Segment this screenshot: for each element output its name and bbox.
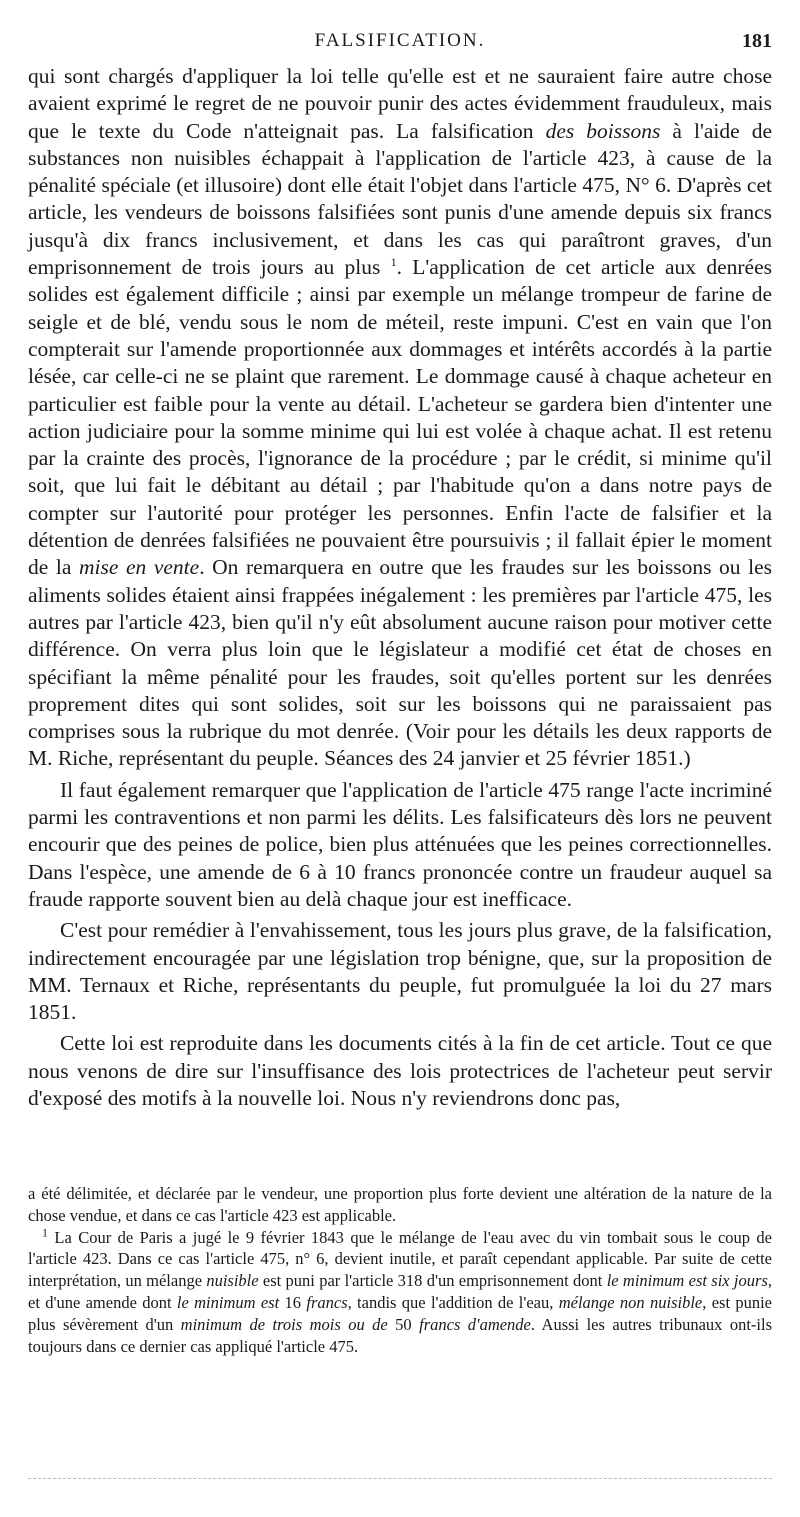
text-run: qui sont chargés d'appliquer la loi telle qu'elle est et ne sauraient faire autre chose avaient exprimé le regret de ne pouvoir punir des actes évidemment frauduleux, mais que le texte du Code n'atteignait pas. La falsification [28, 64, 772, 143]
italic-run: francs [306, 1292, 348, 1312]
paragraph: C'est pour remédier à l'envahissement, tous les jours plus grave, de la falsification, indirectement encouragée par une législation trop bénigne, que, sur la proposition de MM. Ternaux et Riche, représentants du peuple, fut promulguée la loi du 27 mars 1851. [28, 918, 772, 1025]
italic-run: francs d'amende [419, 1314, 531, 1334]
italic-run: nuisible [206, 1271, 259, 1291]
text-run: 50 [387, 1314, 420, 1334]
text-run: est puni par l'article 318 d'un emprisonnement dont [258, 1271, 607, 1291]
italic-run: mélange non nuisible [558, 1292, 703, 1312]
page-number: 181 [742, 30, 772, 52]
text-run: , tandis que l'addition de l'eau, [347, 1292, 559, 1312]
text-run: La Cour de Paris a jugé le 9 février 1843 que le mélange de l'eau avec du vin tombait sous le coup de l'article 423. Dans ce cas l'article 475, n° 6, devient inutile, et paraît cependant applicable. Par suite de cette interprétation, un mélange [28, 1227, 772, 1291]
paragraph-continuation [28, 63, 772, 773]
text-run: . L'application de cet article aux denrées solides est également difficile ; ainsi par exemple un mélange trompeur de farine de seigle et de blé, vendu sous le nom de méteil, reste impuni. C'est en vain que l'on compterait sur l'amende proportionnée aux dommages et intérêts accordés à la partie lésée, car celle-ci ne se plaint que rarement. Le dommage causé à chaque acheteur en particulier est faible pour la vente au détail. L'acheteur se gardera bien d'intenter une action judiciaire pour la somme minime qui lui est volée à chaque achat. Il est retenu par la crainte des procès, l'ignorance de la procédure ; par le crédit, si minime qu'il soit, que lui fait le débitant au détail ; par l'habitude qu'on a dans notre pays de compter sur l'autorité pour protéger les personnes. Enfin l'acte de falsifier et la détention de denrées falsifiées ne pouvaient être poursuivis ; il fallait épier le moment de la [28, 255, 772, 580]
italic-run: le minimum est [176, 1292, 280, 1312]
text-run: à l'aide de substances non nuisibles échappait à l'application de l'article 423, à cause de la pénalité spéciale (et illusoire) dont elle était l'objet dans l'article 475, N° 6. D'après cet article, les vendeurs de boissons falsifiées sont punis d'une amende depuis six francs jusqu'à dix francs inclusivement, et dans les cas qui paraîtront graves, d'un emprisonnement de trois jours au plus [28, 118, 772, 280]
text-run: 16 [279, 1292, 307, 1312]
text-run: . Aussi les autres tribunaux ont-ils toujours dans ce dernier cas appliqué l'article 475. [28, 1314, 773, 1356]
page-bottom-rule [28, 1478, 772, 1479]
italic-run: des boissons [545, 118, 661, 143]
footnote-reference: 1 [390, 254, 397, 269]
text-run: , et d'une amende dont [28, 1271, 772, 1312]
footnotes [28, 1183, 772, 1357]
text-run: , est punie plus sévèrement d'un [28, 1292, 773, 1334]
running-title: FALSIFICATION. [314, 30, 486, 51]
paragraph: Cette loi est reproduite dans les documents cités à la fin de cet article. Tout ce que nous venons de dire sur l'insuffisance des lois protectrices de l'acheteur peut servir d'exposé des motifs à la nouvelle loi. Nous n'y reviendrons donc pas, [28, 1031, 772, 1110]
text-run: . On remarquera en outre que les fraudes sur les boissons ou les aliments solides étaient ainsi frappées inégalement : les premières par l'article 475, les autres par l'article 423, bien qu'il n'y eût absolument aucune raison pour motiver cette différence. On verra plus loin que le législateur a modifié cet état de choses en spécifiant la même pénalité pour les fraudes, soit qu'elles portent sur les denrées proprement dites qui sont solides, soit sur les boissons qui ne paraissaient pas comprises sous la rubrique du mot denrée. (Voir pour les détails les deux rapports de M. Riche, représentant du peuple. Séances des 24 janvier et 25 février 1851.) [28, 555, 772, 771]
running-header [28, 30, 772, 56]
footnote-1 [28, 1227, 772, 1358]
paragraph: Il faut également remarquer que l'application de l'article 475 range l'acte incriminé parmi les contraventions et non parmi les délits. Les falsificateurs dès lors ne peuvent encourir que des peines de police, bien plus atténuées que les peines correctionnelles. Dans l'espèce, une amende de 6 à 10 francs prononcée contre un fraudeur auquel sa fraude rapporte souvent bien au delà chaque jour est inefficace. [28, 777, 772, 911]
italic-run: minimum de trois mois ou de [180, 1314, 388, 1334]
footnote-marker: 1 [42, 1225, 48, 1240]
footnote-continuation: a été délimitée, et déclarée par le vendeur, une proportion plus forte devient une altération de la nature de la chose vendue, et dans ce cas l'article 423 est applicable. [28, 1184, 772, 1225]
main-text [28, 63, 772, 1112]
italic-run: le minimum est six jours [606, 1271, 768, 1291]
italic-run: mise en vente [78, 555, 200, 580]
